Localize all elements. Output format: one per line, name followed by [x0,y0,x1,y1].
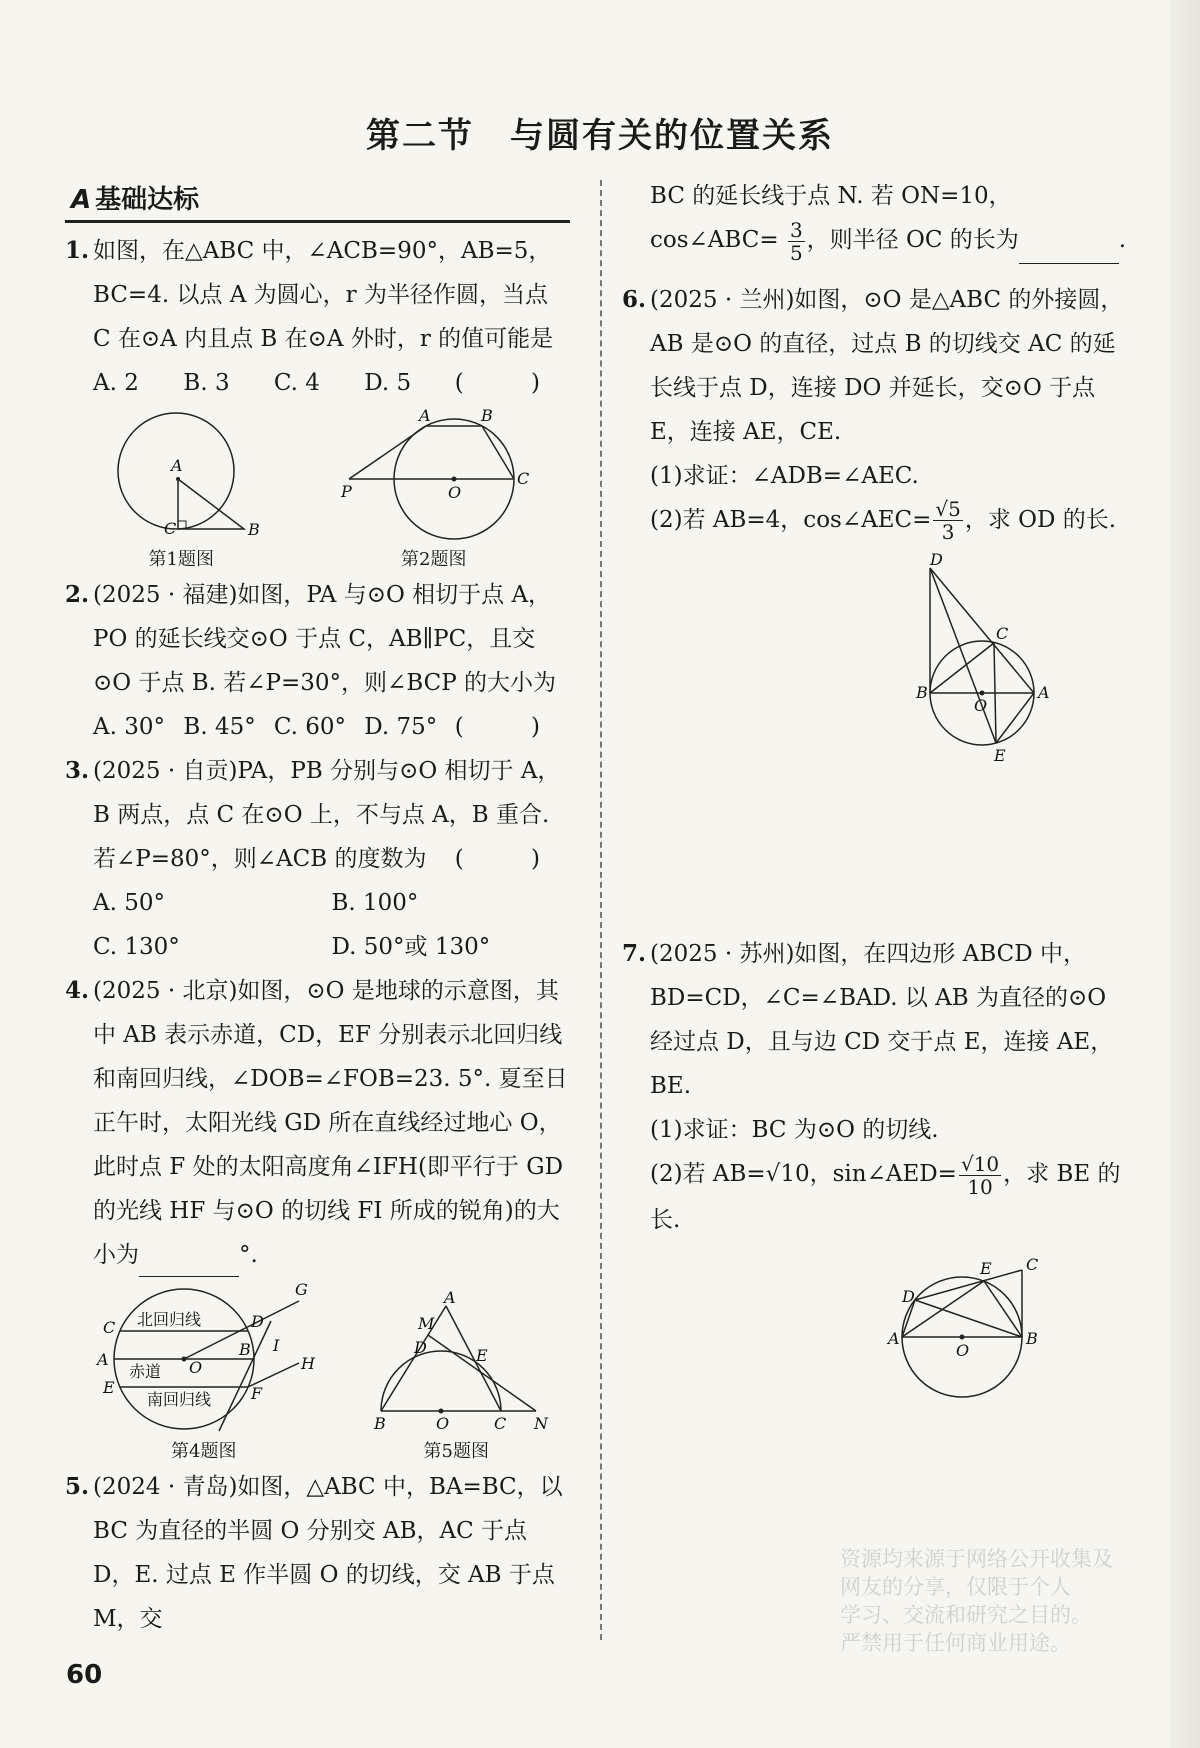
right-column [622,174,1132,1402]
option-a: A. 2 [93,370,139,396]
option-a: A. 50° [93,890,165,916]
figure-4 [89,1281,319,1463]
fraction-numerator: √10 [960,1151,1000,1176]
part-2-text: (2)若 AB=√10，sin∠AED= [650,1161,957,1187]
svg-text:E: E [994,746,1006,765]
svg-text:B: B [480,406,493,425]
question-number: 3. [65,757,90,784]
svg-text:F: F [250,1384,262,1403]
svg-text:A: A [888,1328,900,1348]
watermark-text: 资源均来源于网络公开收集及 网友的分享，仅限于个人 学习、交流和研究之目的。 严禁用于任何商业用途。 [840,1547,1113,1655]
answer-blank [139,1250,239,1277]
svg-text:O: O [436,1414,450,1433]
part-2-text: (2)若 AB=4，cos∠AEC= [650,506,932,533]
svg-text:C: C [516,469,529,488]
fraction-cos-abc [788,219,805,264]
svg-text:E: E [102,1378,115,1397]
figure-7-diagram [880,1252,1060,1402]
section-title: 基础达标 [95,185,200,215]
svg-text:N: N [534,1414,549,1433]
svg-text:A: A [96,1350,109,1369]
svg-text:E: E [476,1346,488,1365]
question-2 [65,573,570,749]
answer-blank [1019,237,1119,264]
question-tail: °. [239,1242,258,1268]
part-2-tail: ，求 OD 的长. [964,506,1117,533]
svg-text:I: I [272,1336,280,1355]
option-a: A. 30° [93,714,165,740]
answer-paren: ( ) [454,370,570,396]
page-edge [1170,0,1200,1748]
question-number: 2. [65,581,90,608]
figure-1-diagram [96,409,266,549]
page-number: 60 [66,1660,103,1690]
fraction-denominator: 5 [789,240,803,265]
question-1 [65,229,570,405]
option-d: D. 75° [364,714,438,740]
option-c: C. 60° [273,714,347,740]
question-part-1: (1)求证：∠ADB=∠AEC. [650,462,919,489]
svg-text:C: C [164,519,177,538]
option-b: B. 45° [183,714,256,740]
question-6 [622,278,1132,769]
svg-text:A: A [171,456,183,475]
figure-6-diagram [910,550,1070,768]
svg-text:B: B [238,1340,251,1359]
figure-2-diagram [329,406,539,549]
svg-text:P: P [340,482,352,501]
question-number: 6. [622,285,647,313]
option-b: B. 100° [331,890,419,916]
figure-2-caption: 第2题图 [401,549,467,570]
question-number: 1. [65,237,90,264]
question-text-continued-2: ，则半径 OC 的长为 [806,227,1019,253]
column-divider [600,180,602,1640]
section-letter: A [71,185,92,215]
options [93,881,570,925]
options [93,361,455,405]
question-text: (2025 · 兰州)如图，⊙O 是△ABC 的外接圆，AB 是⊙O 的直径，过点 B 的切线交 AC 的延长线于点 D，连接 DO 并延长，交⊙O 于点 E，连接 AE，CE. [650,286,1124,445]
svg-text:C: C [102,1318,115,1337]
fraction-numerator: √5 [935,497,961,521]
option-b: B. 3 [183,370,230,396]
option-c: C. 130° [93,934,180,960]
svg-text:A: A [1038,683,1050,702]
figures-1-2 [65,406,570,571]
title-section-number: 第二节 [366,116,474,156]
svg-text:C: C [996,624,1009,643]
svg-text:北回归线: 北回归线 [136,1310,201,1329]
svg-text:B: B [374,1414,387,1433]
svg-text:B: B [916,683,928,702]
fraction-numerator: 3 [789,217,803,242]
page-title [0,108,1200,157]
option-d: D. 5 [364,370,412,396]
options [93,705,455,749]
question-text: (2024 · 青岛)如图，△ABC 中，BA=BC，以 BC 为直径的半圆 O 分别交 AB，AC 于点 D，E. 过点 E 作半圆 O 的切线，交 AB 于点 M，交 [93,1474,563,1632]
question-text: (2025 · 福建)如图，PA 与⊙O 相切于点 A，PO 的延长线交⊙O 于点 C，AB∥PC，且交⊙O 于点 B. 若∠P=30°，则∠BCP 的大小为 [93,582,557,696]
question-part-2 [650,1152,1132,1242]
figure-2 [329,406,539,571]
svg-text:B: B [248,520,261,539]
svg-text:E: E [980,1258,992,1278]
question-5-continued [622,174,1132,264]
question-text: 如图，在△ABC 中，∠ACB=90°，AB=5，BC=4. 以点 A 为圆心，r 为半径作圆，当点 C 在⊙A 内且点 B 在⊙A 外时，r 的值可能是 [93,238,554,352]
figure-6 [910,550,1132,768]
svg-text:南回归线: 南回归线 [146,1390,211,1409]
section-heading [65,180,570,223]
figure-4-diagram [89,1281,319,1441]
svg-text:H: H [300,1354,315,1373]
question-5 [65,1465,570,1641]
question-7 [622,932,1132,1402]
figure-7 [880,1252,1132,1402]
svg-text:O: O [974,696,988,715]
figure-5-caption: 第5题图 [423,1441,489,1462]
figure-5 [366,1288,549,1463]
question-part-2 [650,498,1132,544]
svg-text:A: A [418,406,431,425]
title-text: 与圆有关的位置关系 [510,116,834,156]
question-text: (2025 · 北京)如图，⊙O 是地球的示意图，其中 AB 表示赤道，CD，EF 分别表示北回归线和南回归线，∠DOB=∠FOB=23. 5°. 夏至日正午时，太阳光线 GD 所在直线经过地心 O，此时点 F 处的太阳高度角∠IFH(即平行于 GD 的光线 HF 与⊙O 的切线 FI 所成的锐角)的大小为 [93,978,568,1268]
svg-text:M: M [418,1314,435,1333]
svg-text:C: C [494,1414,507,1433]
part-2-tail: ，求 BE 的长. [650,1161,1121,1233]
svg-text:O: O [188,1358,202,1377]
svg-text:G: G [294,1280,308,1299]
question-number: 5. [65,1473,90,1500]
svg-text:O: O [447,483,461,502]
option-c: C. 4 [273,370,320,396]
left-column [65,180,570,1641]
svg-text:B: B [1026,1328,1038,1348]
svg-text:A: A [444,1288,456,1307]
question-number: 7. [622,940,647,967]
question-text: (2025 · 自贡)PA，PB 分别与⊙O 相切于 A，B 两点，点 C 在⊙O 上，不与点 A，B 重合. 若∠P=80°，则∠ACB 的度数为 [93,758,561,872]
svg-text:D: D [414,1338,428,1357]
options-row-2 [93,925,570,969]
answer-paren: ( ) [454,714,570,740]
svg-text:D: D [250,1312,264,1331]
svg-text:O: O [956,1340,970,1360]
question-number: 4. [65,977,90,1004]
figure-1-caption: 第1题图 [148,549,214,570]
question-3 [65,749,570,969]
fraction-denominator: 3 [941,520,955,544]
fraction-denominator: 10 [967,1174,993,1199]
figure-4-caption: 第4题图 [171,1441,237,1462]
figures-4-5 [65,1281,570,1463]
question-part-1: (1)求证：BC 为⊙O 的切线. [650,1117,939,1143]
option-d: D. 50°或 130° [331,934,491,960]
fraction-cos-aec [933,498,962,543]
fraction-sin-aed [959,1153,1001,1198]
svg-text:赤道: 赤道 [128,1362,161,1381]
svg-text:C: C [1026,1254,1039,1274]
svg-text:D: D [930,550,943,569]
answer-paren: ( ) [454,846,570,872]
question-4 [65,969,570,1277]
question-tail: . [1118,227,1127,253]
figure-5-diagram [366,1288,549,1441]
question-text-continued: BC 的延长线于点 N. 若 ON=10，cos∠ABC= [650,183,1012,253]
question-text: (2025 · 苏州)如图，在四边形 ABCD 中，BD=CD，∠C=∠BAD. 以 AB 为直径的⊙O 经过点 D，且与边 CD 交于点 E，连接 AE，BE. [650,941,1114,1099]
svg-text:D: D [902,1286,915,1306]
figure-1 [96,409,266,571]
